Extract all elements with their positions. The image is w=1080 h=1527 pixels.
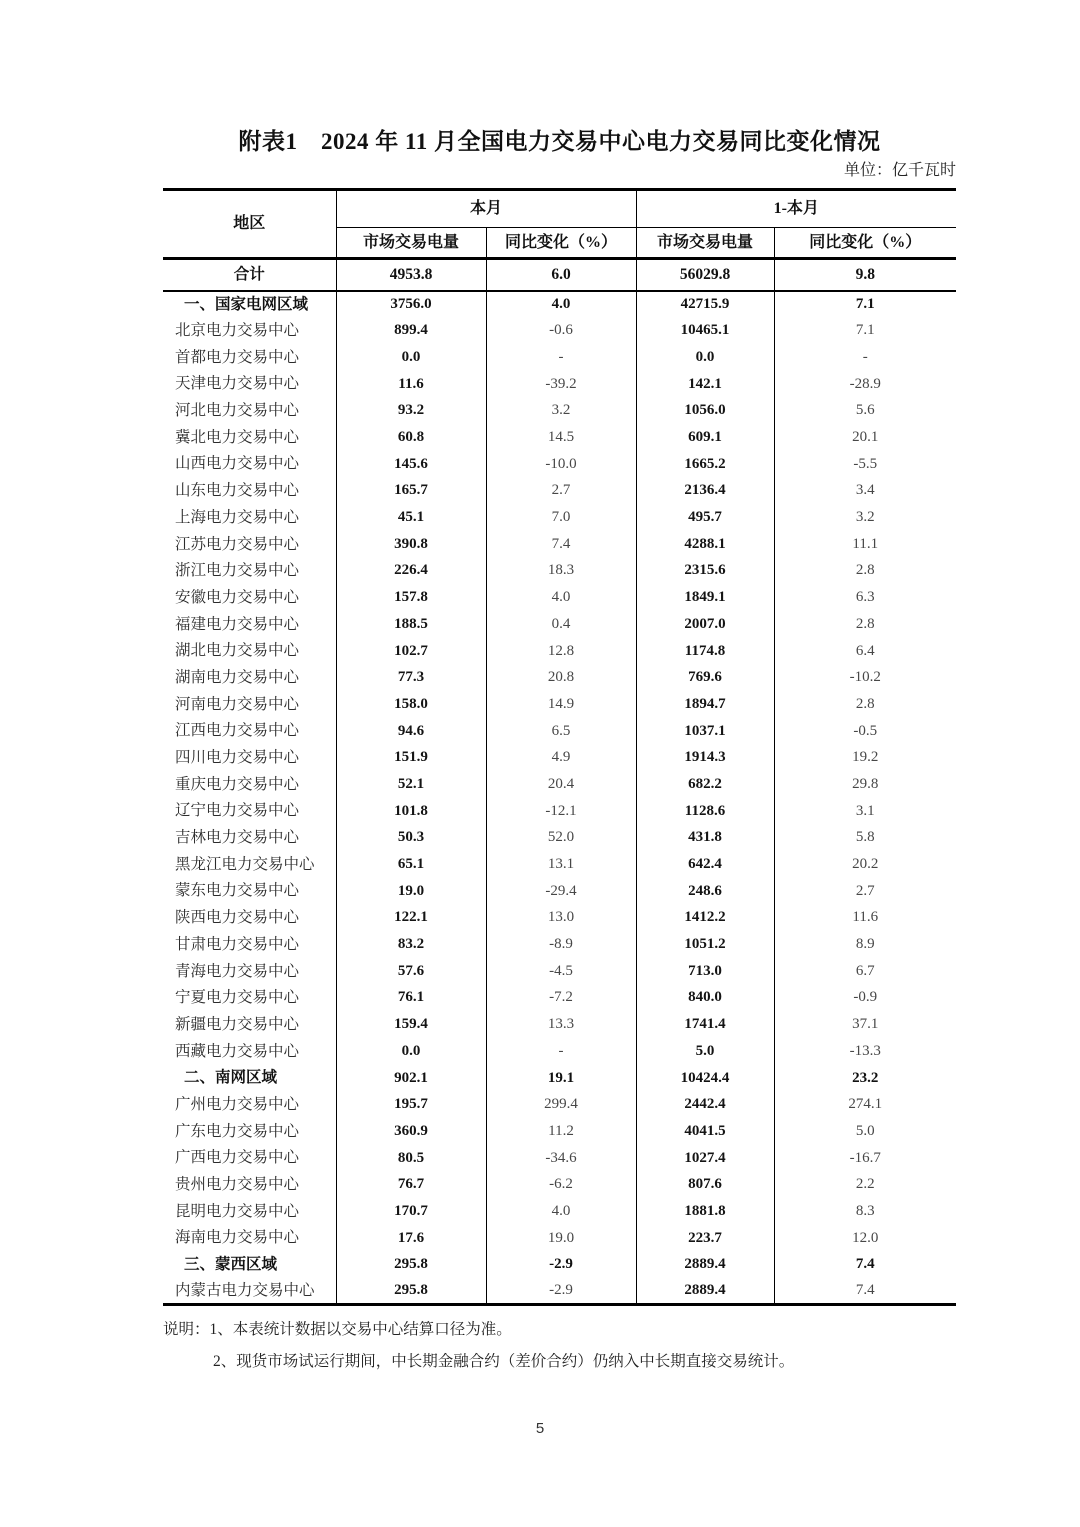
region-name-cell: 吉林电力交易中心 bbox=[175, 829, 300, 847]
column-header-current-volume: 市场交易电量 bbox=[336, 228, 486, 259]
current-volume-cell: 76.1 bbox=[336, 984, 486, 1011]
table-row-region bbox=[163, 824, 956, 851]
current-volume-cell: 93.2 bbox=[336, 397, 486, 424]
current-volume-cell: 17.6 bbox=[336, 1225, 486, 1252]
table-row-region bbox=[163, 798, 956, 825]
cumulative-change-cell: 2.2 bbox=[774, 1171, 956, 1198]
region-name-cell: 一、国家电网区域 bbox=[184, 295, 309, 313]
cumulative-change-cell: - bbox=[774, 344, 956, 371]
current-change-cell: 52.0 bbox=[486, 824, 636, 851]
current-volume-cell: 0.0 bbox=[336, 344, 486, 371]
region-name-cell: 广东电力交易中心 bbox=[175, 1122, 300, 1140]
current-volume-cell: 158.0 bbox=[336, 691, 486, 718]
cumulative-change-cell: 2.8 bbox=[774, 691, 956, 718]
cumulative-volume-cell: 1412.2 bbox=[636, 904, 774, 931]
table-row-region bbox=[163, 451, 956, 478]
region-name-cell: 蒙东电力交易中心 bbox=[175, 882, 300, 900]
table-header-row-groups bbox=[163, 190, 956, 228]
current-volume-cell: 52.1 bbox=[336, 771, 486, 798]
table-row-region bbox=[163, 371, 956, 398]
current-change-cell: 14.5 bbox=[486, 424, 636, 451]
cumulative-change-cell: 5.8 bbox=[774, 824, 956, 851]
cumulative-change-cell: 9.8 bbox=[774, 259, 956, 291]
current-volume-cell: 0.0 bbox=[336, 1038, 486, 1065]
cumulative-change-cell: 5.6 bbox=[774, 397, 956, 424]
current-change-cell: 20.4 bbox=[486, 771, 636, 798]
current-volume-cell: 360.9 bbox=[336, 1118, 486, 1145]
region-name-cell: 黑龙江电力交易中心 bbox=[175, 855, 315, 873]
current-change-cell: 14.9 bbox=[486, 691, 636, 718]
table-row-region bbox=[163, 744, 956, 771]
table-row-region bbox=[163, 1171, 956, 1198]
current-change-cell: -10.0 bbox=[486, 451, 636, 478]
current-change-cell: 7.0 bbox=[486, 504, 636, 531]
cumulative-change-cell: 7.1 bbox=[774, 317, 956, 344]
table-row-region bbox=[163, 851, 956, 878]
current-volume-cell: 83.2 bbox=[336, 931, 486, 958]
table-row-region bbox=[163, 878, 956, 905]
current-volume-cell: 295.8 bbox=[336, 1251, 486, 1278]
cumulative-change-cell: -16.7 bbox=[774, 1145, 956, 1172]
current-volume-cell: 165.7 bbox=[336, 477, 486, 504]
current-volume-cell: 3756.0 bbox=[336, 291, 486, 318]
table-row-region bbox=[163, 931, 956, 958]
current-volume-cell: 50.3 bbox=[336, 824, 486, 851]
cumulative-volume-cell: 1665.2 bbox=[636, 451, 774, 478]
cumulative-change-cell: 3.2 bbox=[774, 504, 956, 531]
current-volume-cell: 11.6 bbox=[336, 371, 486, 398]
current-change-cell: 4.0 bbox=[486, 1198, 636, 1225]
current-change-cell: 18.3 bbox=[486, 557, 636, 584]
region-name-cell: 甘肃电力交易中心 bbox=[175, 935, 300, 953]
region-name-cell: 安徽电力交易中心 bbox=[175, 588, 300, 606]
region-name-cell: 合计 bbox=[163, 259, 336, 291]
column-header-current-month: 本月 bbox=[336, 190, 636, 228]
page-title: 附表1 2024 年 11 月全国电力交易中心电力交易同比变化情况 bbox=[238, 129, 881, 154]
note-line-1: 说明：1、本表统计数据以交易中心结算口径为准。 bbox=[163, 1321, 512, 1338]
current-volume-cell: 77.3 bbox=[336, 664, 486, 691]
cumulative-volume-cell: 1051.2 bbox=[636, 931, 774, 958]
cumulative-change-cell: 6.4 bbox=[774, 637, 956, 664]
table-notes bbox=[163, 1314, 956, 1378]
current-volume-cell: 188.5 bbox=[336, 611, 486, 638]
cumulative-volume-cell: 2442.4 bbox=[636, 1091, 774, 1118]
cumulative-volume-cell: 840.0 bbox=[636, 984, 774, 1011]
table-row-region bbox=[163, 344, 956, 371]
cumulative-volume-cell: 56029.8 bbox=[636, 259, 774, 291]
current-change-cell: -12.1 bbox=[486, 798, 636, 825]
table-row-group bbox=[163, 291, 956, 318]
region-name-cell: 青海电力交易中心 bbox=[175, 962, 300, 980]
current-volume-cell: 4953.8 bbox=[336, 259, 486, 291]
cumulative-change-cell: 29.8 bbox=[774, 771, 956, 798]
current-change-cell: -7.2 bbox=[486, 984, 636, 1011]
current-volume-cell: 195.7 bbox=[336, 1091, 486, 1118]
table-row-region bbox=[163, 531, 956, 558]
cumulative-volume-cell: 1037.1 bbox=[636, 718, 774, 745]
cumulative-volume-cell: 10465.1 bbox=[636, 317, 774, 344]
cumulative-volume-cell: 609.1 bbox=[636, 424, 774, 451]
cumulative-volume-cell: 42715.9 bbox=[636, 291, 774, 318]
cumulative-volume-cell: 4041.5 bbox=[636, 1118, 774, 1145]
current-volume-cell: 902.1 bbox=[336, 1064, 486, 1091]
current-change-cell: 3.2 bbox=[486, 397, 636, 424]
table-row-group bbox=[163, 1064, 956, 1091]
region-name-cell: 贵州电力交易中心 bbox=[175, 1176, 300, 1193]
cumulative-volume-cell: 2889.4 bbox=[636, 1278, 774, 1305]
cumulative-change-cell: 12.0 bbox=[774, 1225, 956, 1252]
table-row-region bbox=[163, 984, 956, 1011]
current-volume-cell: 45.1 bbox=[336, 504, 486, 531]
cumulative-change-cell: 2.8 bbox=[774, 557, 956, 584]
current-change-cell: 7.4 bbox=[486, 531, 636, 558]
cumulative-change-cell: 19.2 bbox=[774, 744, 956, 771]
cumulative-change-cell: 23.2 bbox=[774, 1064, 956, 1091]
cumulative-change-cell: -10.2 bbox=[774, 664, 956, 691]
current-change-cell: -4.5 bbox=[486, 958, 636, 985]
table-row-region bbox=[163, 958, 956, 985]
region-name-cell: 湖北电力交易中心 bbox=[175, 642, 300, 660]
cumulative-change-cell: -0.9 bbox=[774, 984, 956, 1011]
table-row-region bbox=[163, 1118, 956, 1145]
region-name-cell: 山东电力交易中心 bbox=[175, 482, 300, 500]
table-body bbox=[163, 259, 956, 1305]
cumulative-change-cell: -28.9 bbox=[774, 371, 956, 398]
cumulative-change-cell: 7.1 bbox=[774, 291, 956, 318]
current-change-cell: 13.3 bbox=[486, 1011, 636, 1038]
cumulative-change-cell: -0.5 bbox=[774, 718, 956, 745]
table-row-region bbox=[163, 1145, 956, 1172]
table-row-region bbox=[163, 718, 956, 745]
table-header bbox=[163, 190, 956, 259]
cumulative-volume-cell: 2007.0 bbox=[636, 611, 774, 638]
cumulative-change-cell: 8.9 bbox=[774, 931, 956, 958]
cumulative-volume-cell: 1741.4 bbox=[636, 1011, 774, 1038]
table-row-region bbox=[163, 904, 956, 931]
cumulative-change-cell: 6.7 bbox=[774, 958, 956, 985]
cumulative-volume-cell: 2889.4 bbox=[636, 1251, 774, 1278]
region-name-cell: 江苏电力交易中心 bbox=[175, 535, 300, 553]
region-name-cell: 内蒙古电力交易中心 bbox=[175, 1282, 315, 1299]
cumulative-change-cell: 5.0 bbox=[774, 1118, 956, 1145]
current-change-cell: 299.4 bbox=[486, 1091, 636, 1118]
region-name-cell: 新疆电力交易中心 bbox=[175, 1015, 300, 1033]
table-row-region bbox=[163, 611, 956, 638]
current-volume-cell: 899.4 bbox=[336, 317, 486, 344]
table-row-region bbox=[163, 317, 956, 344]
cumulative-change-cell: 11.6 bbox=[774, 904, 956, 931]
current-volume-cell: 101.8 bbox=[336, 798, 486, 825]
region-name-cell: 河南电力交易中心 bbox=[175, 695, 300, 713]
region-name-cell: 宁夏电力交易中心 bbox=[175, 989, 300, 1007]
current-change-cell: 0.4 bbox=[486, 611, 636, 638]
current-change-cell: 4.0 bbox=[486, 291, 636, 318]
note-line-2: 2、现货市场试运行期间，中长期金融合约（差价合约）仍纳入中长期直接交易统计。 bbox=[213, 1353, 795, 1370]
current-volume-cell: 145.6 bbox=[336, 451, 486, 478]
region-name-cell: 辽宁电力交易中心 bbox=[175, 802, 300, 820]
current-change-cell: -2.9 bbox=[486, 1278, 636, 1305]
table-row-region bbox=[163, 1038, 956, 1065]
cumulative-volume-cell: 0.0 bbox=[636, 344, 774, 371]
region-name-cell: 冀北电力交易中心 bbox=[175, 428, 300, 446]
current-change-cell: -2.9 bbox=[486, 1251, 636, 1278]
current-volume-cell: 94.6 bbox=[336, 718, 486, 745]
table-row-region bbox=[163, 557, 956, 584]
cumulative-change-cell: 37.1 bbox=[774, 1011, 956, 1038]
cumulative-volume-cell: 2136.4 bbox=[636, 477, 774, 504]
column-header-cumulative-change: 同比变化（%） bbox=[774, 228, 956, 259]
table-row-region bbox=[163, 1225, 956, 1252]
cumulative-change-cell: 3.4 bbox=[774, 477, 956, 504]
current-volume-cell: 102.7 bbox=[336, 637, 486, 664]
column-header-cumulative-months: 1-本月 bbox=[636, 190, 956, 228]
electricity-trading-table bbox=[163, 188, 956, 1306]
cumulative-volume-cell: 1027.4 bbox=[636, 1145, 774, 1172]
cumulative-volume-cell: 1056.0 bbox=[636, 397, 774, 424]
current-change-cell: 20.8 bbox=[486, 664, 636, 691]
region-name-cell: 四川电力交易中心 bbox=[175, 749, 300, 766]
current-change-cell: 12.8 bbox=[486, 637, 636, 664]
current-change-cell: -0.6 bbox=[486, 317, 636, 344]
region-name-cell: 昆明电力交易中心 bbox=[175, 1202, 300, 1220]
table-row-region bbox=[163, 1091, 956, 1118]
current-change-cell: 19.1 bbox=[486, 1064, 636, 1091]
region-name-cell: 浙江电力交易中心 bbox=[175, 562, 300, 580]
column-header-region: 地区 bbox=[163, 190, 336, 259]
table-row-region bbox=[163, 504, 956, 531]
current-volume-cell: 76.7 bbox=[336, 1171, 486, 1198]
region-name-cell: 海南电力交易中心 bbox=[175, 1229, 300, 1247]
table-row-region bbox=[163, 691, 956, 718]
cumulative-change-cell: 6.3 bbox=[774, 584, 956, 611]
table-row-region bbox=[163, 397, 956, 424]
region-name-cell: 二、南网区域 bbox=[184, 1069, 278, 1087]
region-name-cell: 首都电力交易中心 bbox=[175, 348, 300, 366]
current-volume-cell: 390.8 bbox=[336, 531, 486, 558]
current-volume-cell: 159.4 bbox=[336, 1011, 486, 1038]
current-change-cell: - bbox=[486, 1038, 636, 1065]
cumulative-change-cell: -5.5 bbox=[774, 451, 956, 478]
cumulative-volume-cell: 1849.1 bbox=[636, 584, 774, 611]
cumulative-volume-cell: 142.1 bbox=[636, 371, 774, 398]
current-change-cell: 19.0 bbox=[486, 1225, 636, 1252]
region-name-cell: 天津电力交易中心 bbox=[175, 375, 300, 393]
region-name-cell: 江西电力交易中心 bbox=[175, 722, 300, 740]
table-row-region bbox=[163, 664, 956, 691]
cumulative-volume-cell: 431.8 bbox=[636, 824, 774, 851]
region-name-cell: 广州电力交易中心 bbox=[175, 1095, 300, 1113]
column-header-cumulative-volume: 市场交易电量 bbox=[636, 228, 774, 259]
column-header-current-change: 同比变化（%） bbox=[486, 228, 636, 259]
table-row-region bbox=[163, 584, 956, 611]
cumulative-change-cell: 3.1 bbox=[774, 798, 956, 825]
current-volume-cell: 60.8 bbox=[336, 424, 486, 451]
cumulative-volume-cell: 1174.8 bbox=[636, 637, 774, 664]
table-row-region bbox=[163, 477, 956, 504]
region-name-cell: 河北电力交易中心 bbox=[175, 402, 300, 420]
region-name-cell: 福建电力交易中心 bbox=[175, 615, 300, 633]
region-name-cell: 北京电力交易中心 bbox=[175, 322, 300, 339]
unit-label: 单位：亿千瓦时 bbox=[843, 162, 956, 179]
cumulative-volume-cell: 1894.7 bbox=[636, 691, 774, 718]
current-volume-cell: 57.6 bbox=[336, 958, 486, 985]
current-volume-cell: 157.8 bbox=[336, 584, 486, 611]
cumulative-volume-cell: 682.2 bbox=[636, 771, 774, 798]
current-volume-cell: 151.9 bbox=[336, 744, 486, 771]
current-change-cell: 13.1 bbox=[486, 851, 636, 878]
cumulative-change-cell: -13.3 bbox=[774, 1038, 956, 1065]
current-volume-cell: 65.1 bbox=[336, 851, 486, 878]
region-name-cell: 山西电力交易中心 bbox=[175, 455, 300, 473]
current-change-cell: 4.9 bbox=[486, 744, 636, 771]
current-change-cell: 4.0 bbox=[486, 584, 636, 611]
cumulative-volume-cell: 5.0 bbox=[636, 1038, 774, 1065]
region-name-cell: 陕西电力交易中心 bbox=[175, 909, 300, 927]
cumulative-change-cell: 7.4 bbox=[774, 1278, 956, 1305]
region-name-cell: 三、蒙西区域 bbox=[184, 1256, 278, 1274]
table-row-region bbox=[163, 424, 956, 451]
current-change-cell: -29.4 bbox=[486, 878, 636, 905]
current-change-cell: -8.9 bbox=[486, 931, 636, 958]
cumulative-volume-cell: 1914.3 bbox=[636, 744, 774, 771]
cumulative-volume-cell: 642.4 bbox=[636, 851, 774, 878]
region-name-cell: 湖南电力交易中心 bbox=[175, 668, 300, 686]
table-row-region bbox=[163, 1198, 956, 1225]
cumulative-volume-cell: 807.6 bbox=[636, 1171, 774, 1198]
current-change-cell: -34.6 bbox=[486, 1145, 636, 1172]
cumulative-volume-cell: 1128.6 bbox=[636, 798, 774, 825]
current-change-cell: 2.7 bbox=[486, 477, 636, 504]
region-name-cell: 重庆电力交易中心 bbox=[175, 775, 300, 793]
table-row-region bbox=[163, 637, 956, 664]
cumulative-change-cell: 8.3 bbox=[774, 1198, 956, 1225]
table-row-group bbox=[163, 1251, 956, 1278]
cumulative-change-cell: 20.1 bbox=[774, 424, 956, 451]
cumulative-volume-cell: 10424.4 bbox=[636, 1064, 774, 1091]
table-row-region bbox=[163, 1278, 956, 1305]
cumulative-change-cell: 2.8 bbox=[774, 611, 956, 638]
cumulative-change-cell: 11.1 bbox=[774, 531, 956, 558]
current-volume-cell: 170.7 bbox=[336, 1198, 486, 1225]
current-volume-cell: 19.0 bbox=[336, 878, 486, 905]
current-volume-cell: 295.8 bbox=[336, 1278, 486, 1305]
current-change-cell: -6.2 bbox=[486, 1171, 636, 1198]
table-row-total bbox=[163, 259, 956, 291]
cumulative-volume-cell: 248.6 bbox=[636, 878, 774, 905]
current-change-cell: -39.2 bbox=[486, 371, 636, 398]
current-change-cell: 6.0 bbox=[486, 259, 636, 291]
page-number: 5 bbox=[535, 1420, 545, 1437]
cumulative-volume-cell: 769.6 bbox=[636, 664, 774, 691]
cumulative-volume-cell: 1881.8 bbox=[636, 1198, 774, 1225]
cumulative-volume-cell: 495.7 bbox=[636, 504, 774, 531]
region-name-cell: 上海电力交易中心 bbox=[175, 508, 300, 526]
region-name-cell: 广西电力交易中心 bbox=[175, 1149, 300, 1167]
current-volume-cell: 122.1 bbox=[336, 904, 486, 931]
cumulative-volume-cell: 223.7 bbox=[636, 1225, 774, 1252]
cumulative-change-cell: 2.7 bbox=[774, 878, 956, 905]
cumulative-change-cell: 274.1 bbox=[774, 1091, 956, 1118]
current-change-cell: 13.0 bbox=[486, 904, 636, 931]
cumulative-volume-cell: 713.0 bbox=[636, 958, 774, 985]
region-name-cell: 西藏电力交易中心 bbox=[175, 1042, 300, 1060]
current-change-cell: 11.2 bbox=[486, 1118, 636, 1145]
cumulative-change-cell: 20.2 bbox=[774, 851, 956, 878]
cumulative-volume-cell: 4288.1 bbox=[636, 531, 774, 558]
cumulative-volume-cell: 2315.6 bbox=[636, 557, 774, 584]
current-volume-cell: 80.5 bbox=[336, 1145, 486, 1172]
current-volume-cell: 226.4 bbox=[336, 557, 486, 584]
table-row-region bbox=[163, 1011, 956, 1038]
table-row-region bbox=[163, 771, 956, 798]
current-change-cell: - bbox=[486, 344, 636, 371]
cumulative-change-cell: 7.4 bbox=[774, 1251, 956, 1278]
current-change-cell: 6.5 bbox=[486, 718, 636, 745]
